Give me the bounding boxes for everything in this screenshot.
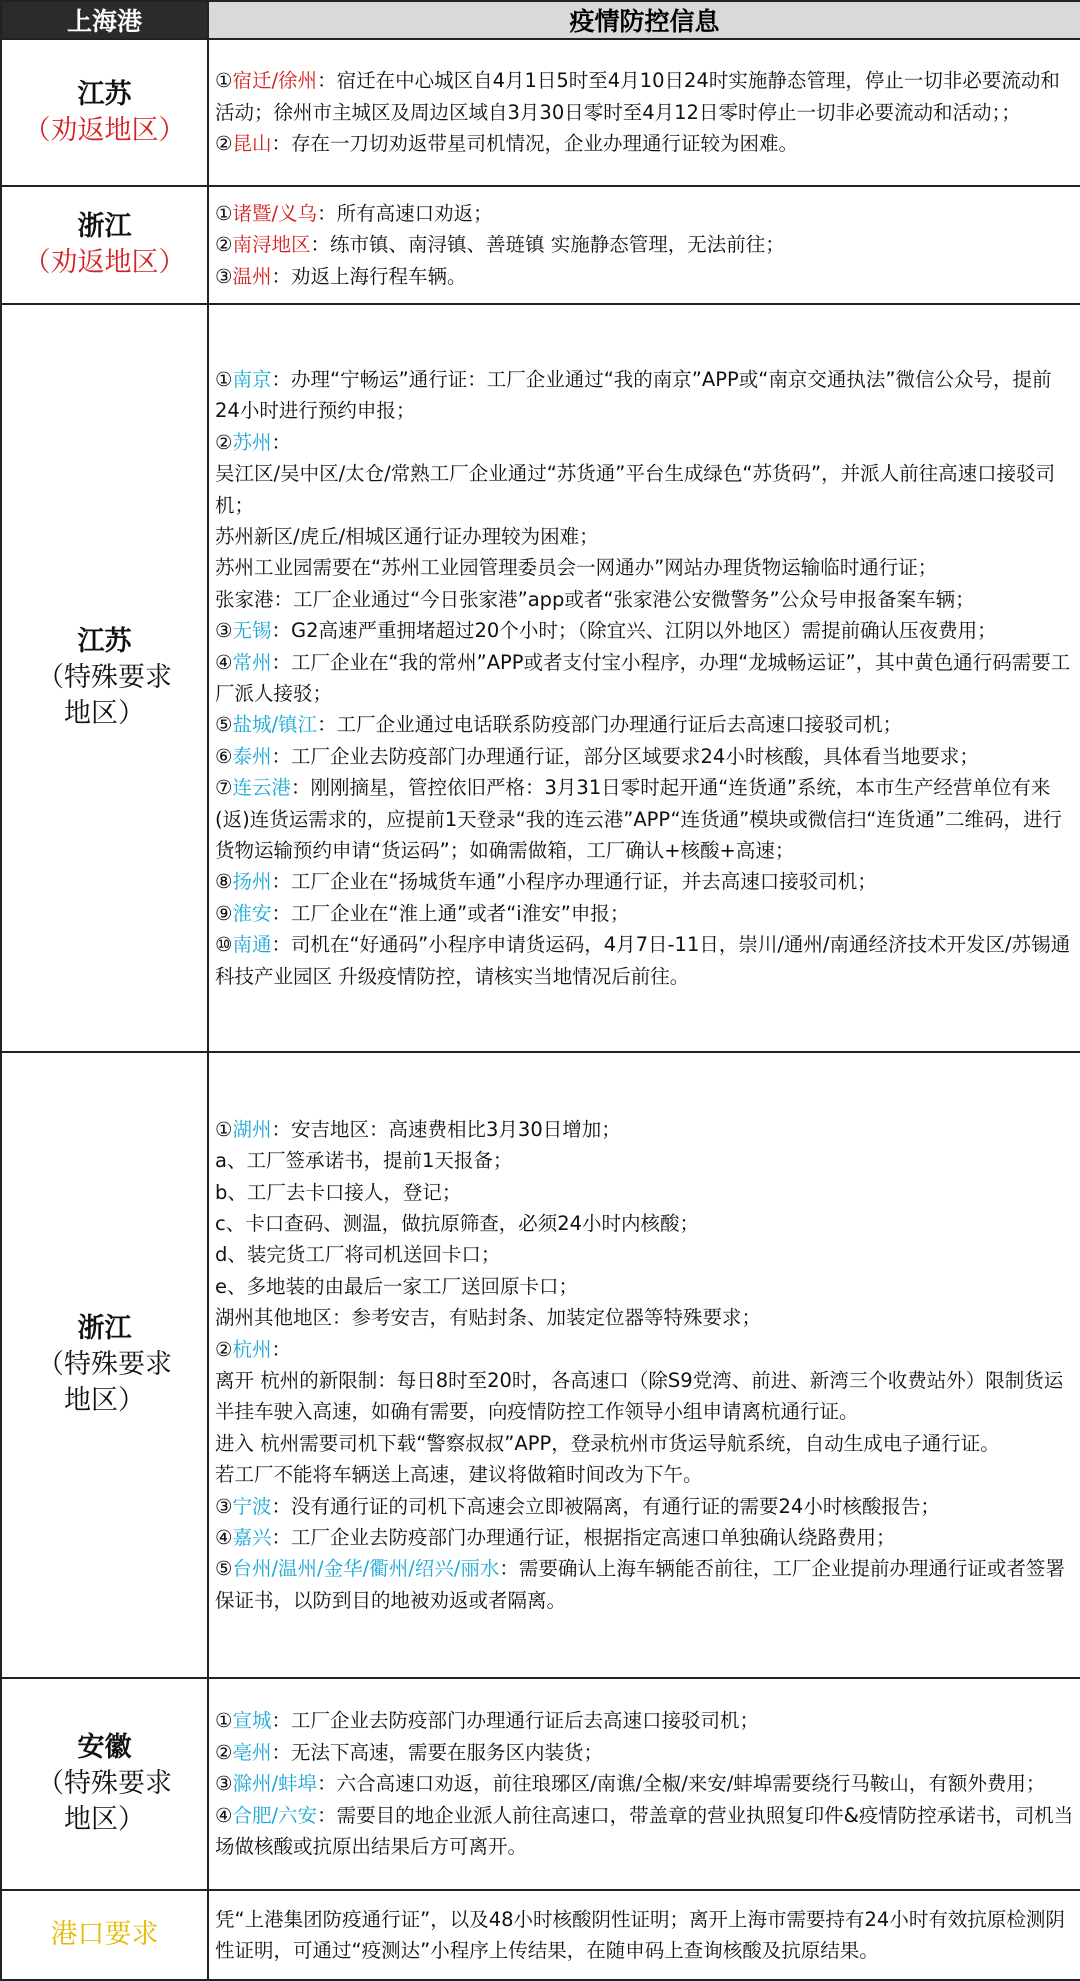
- location-label: 合肥/六安: [232, 1803, 318, 1827]
- region-name: 浙江: [77, 211, 132, 242]
- location-label: 亳州: [232, 1740, 272, 1764]
- info-text: ：无法下高速，需要在服务区内装货；: [271, 1740, 604, 1764]
- info-line: [215, 1491, 1074, 1522]
- region-cell: [1, 186, 208, 304]
- info-text: 张家港：工厂企业通过“今日张家港”app或者“张家港公安微警务”公众号申报备案车辆；: [215, 587, 975, 611]
- info-line: [215, 1904, 1074, 1967]
- region-name: 江苏: [77, 78, 132, 110]
- info-line: [215, 1177, 1074, 1208]
- info-text: ：工厂企业在“扬城货车通”小程序办理通行证，并去高速口接驳司机；: [271, 870, 877, 894]
- region-row: [1, 1052, 1080, 1678]
- info-line: [215, 1208, 1074, 1239]
- item-number: ③: [215, 1772, 233, 1796]
- info-text: 若工厂不能将车辆送上高速，建议将做箱时间改为下午。: [215, 1463, 703, 1487]
- item-number: ⑦: [215, 776, 233, 800]
- location-label: 连云港: [232, 776, 291, 800]
- location-label: 扬州: [232, 870, 272, 894]
- region-row: [1, 39, 1080, 186]
- info-text: 凭“上港集团防疫通行证”，以及48小时核酸阴性证明；离开上海市需要持有24小时有效抗原检测阴性证明，可通过“疫测达”小程序上传结果，在随申码上查询核酸及抗原结果。: [215, 1907, 1065, 1962]
- info-text: ：: [271, 430, 292, 454]
- location-label: 滁州/蚌埠: [232, 1772, 318, 1796]
- info-text: ：劝返上海行程车辆。: [271, 264, 467, 288]
- info-line: [215, 1239, 1074, 1270]
- info-line: [215, 1365, 1074, 1428]
- info-text: ：需要确认上海车辆能否前往，工厂企业提前办理通行证或者签署保证书，以防到目的地被劝返或者隔离。: [215, 1557, 1065, 1612]
- info-cell: [208, 1890, 1080, 1980]
- location-label: 淮安: [232, 901, 272, 925]
- info-text: 离开 杭州的新限制：每日8时至20时，各高速口（除S9党湾、前进、新湾三个收费站外）限制货运半挂车驶入高速，如确有需要，向疫情防控工作领导小组申请离杭通行证。: [215, 1369, 1064, 1424]
- info-text: ：刚刚摘星，管控依旧严格：3月31日零时起开通“连货通”系统，本市生产经营单位有来(返)连货运需求的，应提前1天登录“我的连云港”APP“连货通”模块或微信扫“连货通”二维码，进行货物运输预约申请“货运码”；如确需做箱，工厂确认+核酸+高速；: [215, 776, 1062, 863]
- info-text: ：练市镇、南浔镇、善琏镇 实施静态管理，无法前往；: [310, 233, 785, 257]
- region-cell: [1, 1678, 208, 1890]
- info-text: ：所有高速口劝返；: [317, 201, 493, 225]
- info-line: [215, 364, 1074, 427]
- header-row: [1, 1, 1080, 39]
- info-text: ：: [271, 1337, 292, 1361]
- info-line: [215, 584, 1074, 615]
- item-number: ②: [215, 132, 233, 156]
- location-label: 盐城/镇江: [232, 713, 318, 737]
- item-number: ①: [215, 69, 233, 93]
- info-line: [215, 1705, 1074, 1736]
- location-label: 诸暨/义乌: [232, 201, 318, 225]
- location-label: 南浔地区: [232, 233, 311, 257]
- item-number: ⑨: [215, 901, 233, 925]
- item-number: ③: [215, 1494, 233, 1518]
- location-label: 苏州: [232, 430, 272, 454]
- info-text: ：G2高速严重拥堵超过20个小时；（除宜兴、江阴以外地区）需提前确认压夜费用；: [271, 619, 997, 643]
- location-label: 常州: [232, 650, 272, 674]
- location-label: 嘉兴: [232, 1526, 272, 1550]
- item-number: ④: [215, 1803, 233, 1827]
- item-number: ①: [215, 1117, 233, 1141]
- region-row: [1, 304, 1080, 1052]
- region-subtitle: （特殊要求地区）: [37, 1768, 172, 1835]
- info-text: ：存在一刀切劝返带星司机情况，企业办理通行证较为困难。: [271, 132, 799, 156]
- info-line: [215, 1114, 1074, 1145]
- info-line: [215, 772, 1074, 866]
- info-text: 湖州其他地区：参考安吉，有贴封条、加装定位器等特殊要求；: [215, 1306, 762, 1330]
- info-text: ：安吉地区：高速费相比3月30日增加；: [271, 1117, 621, 1141]
- info-line: [215, 929, 1074, 992]
- item-number: ①: [215, 1709, 233, 1733]
- region-cell: [1, 1052, 208, 1678]
- item-number: ④: [215, 1526, 233, 1550]
- info-text: d、装完货工厂将司机送回卡口；: [215, 1243, 501, 1267]
- info-cell: [208, 304, 1080, 1052]
- info-line: [215, 741, 1074, 772]
- info-line: [215, 1302, 1074, 1333]
- info-line: [215, 866, 1074, 897]
- location-label: 湖州: [232, 1117, 272, 1141]
- info-line: [215, 1428, 1074, 1459]
- info-text: 苏州新区/虎丘/相城区通行证办理较为困难；: [215, 524, 599, 548]
- info-text: ：办理“宁畅运”通行证：工厂企业通过“我的南京”APP或“南京交通执法”微信公众号，提前24小时进行预约申报；: [215, 367, 1052, 423]
- location-label: 杭州: [232, 1337, 272, 1361]
- info-line: [215, 1800, 1074, 1863]
- info-text: ：司机在“好通码”小程序申请货运码，4月7日-11日，崇川/通州/南通经济技术开发区/苏锡通科技产业园区 升级疫情防控，请核实当地情况后前往。: [215, 933, 1071, 988]
- info-line: [215, 1459, 1074, 1490]
- info-text: 吴江区/吴中区/太仓/常熟工厂企业通过“苏货通”平台生成绿色“苏货码”，并派人前往高速口接驳司机；: [215, 462, 1056, 517]
- info-line: [215, 709, 1074, 740]
- info-line: [215, 427, 1074, 458]
- info-line: [215, 647, 1074, 710]
- info-line: [215, 1522, 1074, 1553]
- region-cell: [1, 1890, 208, 1980]
- region-cell: [1, 39, 208, 186]
- info-line: [215, 521, 1074, 552]
- info-line: [215, 128, 1074, 159]
- region-name: 安徽: [77, 1732, 132, 1763]
- region-name: 港口要求: [50, 1919, 159, 1950]
- item-number: ②: [215, 430, 233, 454]
- info-line: [215, 458, 1074, 521]
- info-text: e、多地装的由最后一家工厂送回原卡口；: [215, 1274, 578, 1298]
- item-number: ⑤: [215, 713, 233, 737]
- location-label: 台州/温州/金华/衢州/绍兴/丽水: [232, 1557, 500, 1581]
- info-line: [215, 65, 1074, 128]
- region-row: [1, 186, 1080, 304]
- item-number: ②: [215, 1740, 233, 1764]
- region-cell: [1, 304, 208, 1052]
- location-label: 南京: [232, 367, 272, 391]
- location-label: 泰州: [232, 744, 272, 768]
- item-number: ⑧: [215, 870, 233, 894]
- location-label: 温州: [232, 264, 272, 288]
- item-number: ③: [215, 264, 233, 288]
- item-number: ④: [215, 650, 233, 674]
- region-row: [1, 1678, 1080, 1890]
- info-line: [215, 552, 1074, 583]
- info-text: ：宿迁在中心城区自4月1日5时至4月10日24时实施静态管理，停止一切非必要流动和活动；徐州市主城区及周边区域自3月30日零时至4月12日零时停止一切非必要流动和活动；；: [215, 69, 1060, 124]
- info-cell: [208, 186, 1080, 304]
- info-line: [215, 198, 1074, 229]
- location-label: 昆山: [232, 132, 272, 156]
- item-number: ①: [215, 201, 233, 225]
- info-cell: [208, 1678, 1080, 1890]
- info-text: a、工厂签承诺书，提前1天报备；: [215, 1149, 513, 1173]
- info-line: [215, 1334, 1074, 1365]
- info-line: [215, 1553, 1074, 1616]
- info-text: ：工厂企业通过电话联系防疫部门办理通行证后去高速口接驳司机；: [317, 713, 903, 737]
- region-subtitle: （劝返地区）: [23, 247, 186, 278]
- item-number: ②: [215, 233, 233, 257]
- info-line: [215, 229, 1074, 260]
- info-line: [215, 898, 1074, 929]
- info-text: ：没有通行证的司机下高速会立即被隔离，有通行证的需要24小时核酸报告；: [271, 1494, 940, 1518]
- info-text: ：工厂企业在“淮上通”或者“i淮安”申报；: [271, 901, 630, 925]
- region-row: [1, 1890, 1080, 1980]
- info-text: ：六合高速口劝返，前往琅琊区/南谯/全椒/来安/蚌埠需要绕行马鞍山，有额外费用；: [317, 1772, 1046, 1796]
- region-name: 江苏: [77, 626, 132, 657]
- info-line: [215, 615, 1074, 646]
- info-line: [215, 261, 1074, 292]
- region-subtitle: （特殊要求地区）: [37, 1349, 172, 1416]
- header-port: 上海港: [1, 1, 208, 39]
- info-text: ：工厂企业去防疫部门办理通行证，根据指定高速口单独确认绕路费用；: [271, 1526, 896, 1550]
- info-line: [215, 1768, 1074, 1799]
- info-text: ：工厂企业去防疫部门办理通行证后去高速口接驳司机；: [271, 1709, 760, 1733]
- info-text: b、工厂去卡口接人，登记；: [215, 1180, 462, 1204]
- info-line: [215, 1145, 1074, 1176]
- item-number: ③: [215, 619, 233, 643]
- location-label: 南通: [232, 933, 272, 957]
- info-text: ：工厂企业去防疫部门办理通行证，部分区域要求24小时核酸，具体看当地要求；: [271, 744, 979, 768]
- location-label: 宿迁/徐州: [232, 69, 318, 93]
- info-cell: [208, 1052, 1080, 1678]
- info-text: 进入 杭州需要司机下载“警察叔叔”APP，登录杭州市货运导航系统，自动生成电子通行证。: [215, 1431, 1000, 1455]
- item-number: ①: [215, 367, 233, 391]
- location-label: 无锡: [232, 619, 272, 643]
- item-number: ⑩: [215, 933, 233, 957]
- info-cell: [208, 39, 1080, 186]
- region-name: 浙江: [77, 1313, 132, 1344]
- info-text: ：需要目的地企业派人前往高速口，带盖章的营业执照复印件&疫情防控承诺书，司机当场做核酸或抗原出结果后方可离开。: [215, 1803, 1074, 1859]
- header-info: 疫情防控信息: [208, 1, 1080, 39]
- region-subtitle: （特殊要求地区）: [37, 662, 172, 729]
- info-line: [215, 1737, 1074, 1768]
- info-text: ：工厂企业在“我的常州”APP或者支付宝小程序，办理“龙城畅运证”，其中黄色通行码需要工厂派人接驳；: [215, 650, 1071, 705]
- item-number: ②: [215, 1337, 233, 1361]
- info-line: [215, 1271, 1074, 1302]
- region-subtitle: （劝返地区）: [23, 114, 186, 146]
- item-number: ⑥: [215, 744, 233, 768]
- info-text: 苏州工业园需要在“苏州工业园管理委员会一网通办”网站办理货物运输临时通行证；: [215, 556, 938, 580]
- info-text: c、卡口查码、测温，做抗原筛查，必须24小时内核酸；: [215, 1211, 700, 1235]
- location-label: 宁波: [232, 1494, 272, 1518]
- item-number: ⑤: [215, 1557, 233, 1581]
- location-label: 宣城: [232, 1709, 272, 1733]
